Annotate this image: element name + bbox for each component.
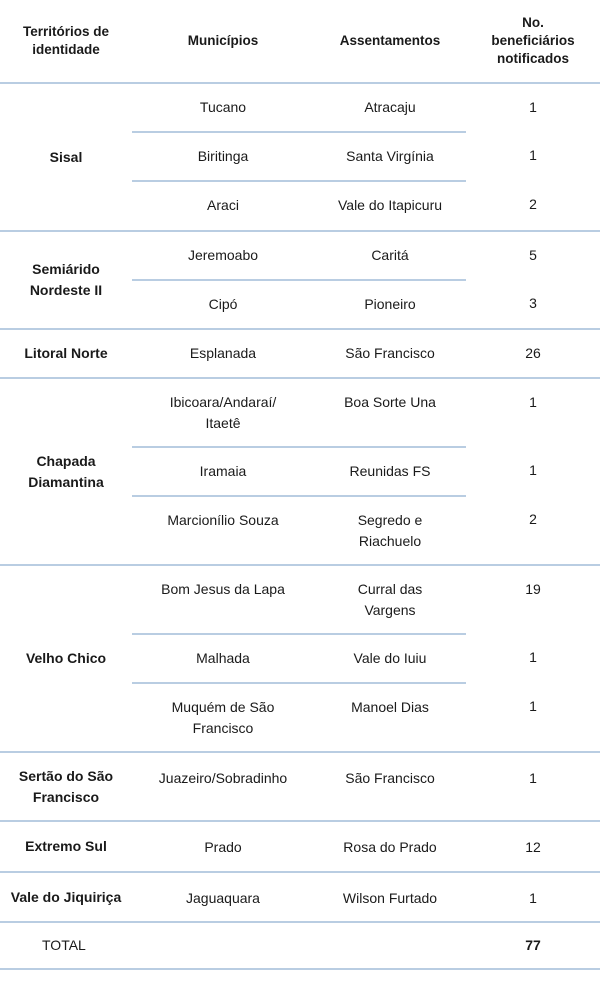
territory-cell: Chapada Diamantina: [0, 378, 132, 565]
count-cell: 5: [529, 247, 537, 263]
assentamento-cell: Rosa do Prado: [314, 821, 466, 872]
count-cell: 3: [466, 280, 600, 329]
assentamento-cell: Atracaju: [314, 83, 466, 132]
municipio-cell: Araci: [132, 181, 314, 231]
assentamento-cell: Pioneiro: [314, 280, 466, 329]
count-cell: 1: [466, 872, 600, 922]
count-cell: 2: [466, 496, 600, 565]
count-cell: 2: [466, 181, 600, 231]
table-row: [0, 752, 600, 821]
count-cell: 12: [466, 821, 600, 872]
count-cell: 1: [529, 99, 537, 115]
assentamento-cell: São Francisco: [314, 752, 466, 821]
municipio-cell: Jeremoabo: [132, 231, 314, 280]
table-row: [0, 872, 600, 922]
table-row: [0, 83, 600, 132]
territory-cell: Semiárido Nordeste II: [0, 231, 132, 329]
assentamento-cell: Boa Sorte Una: [314, 378, 466, 447]
count-cell: 1: [466, 752, 600, 821]
total-empty: [314, 922, 466, 969]
assentamento-cell: Caritá: [314, 231, 466, 280]
territory-cell: Velho Chico: [0, 565, 132, 752]
total-label: TOTAL: [0, 922, 132, 969]
assentamento-cell: Reunidas FS: [314, 447, 466, 496]
header-row: [0, 0, 600, 83]
count-cell: 1: [529, 462, 537, 478]
municipio-cell: Juazeiro/Sobradinho: [132, 752, 314, 821]
municipio-cell: Cipó: [132, 280, 314, 329]
territory-cell: Vale do Jiquiriça: [0, 872, 132, 922]
municipio-cell: Tucano: [132, 83, 314, 132]
assentamento-cell: Wilson Furtado: [314, 872, 466, 922]
municipio-cell: Prado: [132, 821, 314, 872]
header-assentamentos: Assentamentos: [314, 0, 466, 83]
municipio-cell: Ibicoara/Andaraí/ Itaetê: [132, 378, 314, 447]
municipio-cell: Jaguaquara: [132, 872, 314, 922]
municipio-cell: Marcionílio Souza: [132, 496, 314, 565]
header-municipios: Municípios: [132, 0, 314, 83]
count-cell: 1: [529, 147, 537, 163]
count-cell: 1: [466, 683, 600, 752]
table-row: [0, 329, 600, 378]
territory-cell: Extremo Sul: [0, 821, 132, 872]
assentamento-cell: Manoel Dias: [314, 683, 466, 752]
assentamento-cell: Curral das Vargens: [314, 565, 466, 634]
table-row: [0, 378, 600, 447]
table-row: [0, 821, 600, 872]
territory-cell: Litoral Norte: [0, 329, 132, 378]
municipio-cell: Malhada: [132, 634, 314, 683]
header-beneficiarios: No. beneficiários notificados: [466, 0, 600, 83]
assentamento-cell: Segredo e Riachuelo: [314, 496, 466, 565]
territory-cell: Sisal: [0, 83, 132, 231]
count-cell: 1: [529, 394, 537, 410]
total-value: 77: [466, 922, 600, 969]
municipio-cell: Bom Jesus da Lapa: [132, 565, 314, 634]
count-cell: 19: [525, 581, 541, 597]
total-empty: [132, 922, 314, 969]
count-cell: 26: [466, 329, 600, 378]
assentamento-cell: Santa Virgínia: [314, 132, 466, 181]
assentamento-cell: Vale do Iuiu: [314, 634, 466, 683]
table-row: [0, 231, 600, 280]
assentamento-cell: Vale do Itapicuru: [314, 181, 466, 231]
total-row: [0, 922, 600, 969]
table-row: [0, 565, 600, 634]
municipio-cell: Esplanada: [132, 329, 314, 378]
count-cell: 1: [529, 649, 537, 665]
municipio-cell: Muquém de São Francisco: [132, 683, 314, 752]
territory-cell: Sertão do São Francisco: [0, 752, 132, 821]
header-territorios: Territórios de identidade: [0, 0, 132, 83]
municipio-cell: Biritinga: [132, 132, 314, 181]
municipio-cell: Iramaia: [132, 447, 314, 496]
assentamento-cell: São Francisco: [314, 329, 466, 378]
